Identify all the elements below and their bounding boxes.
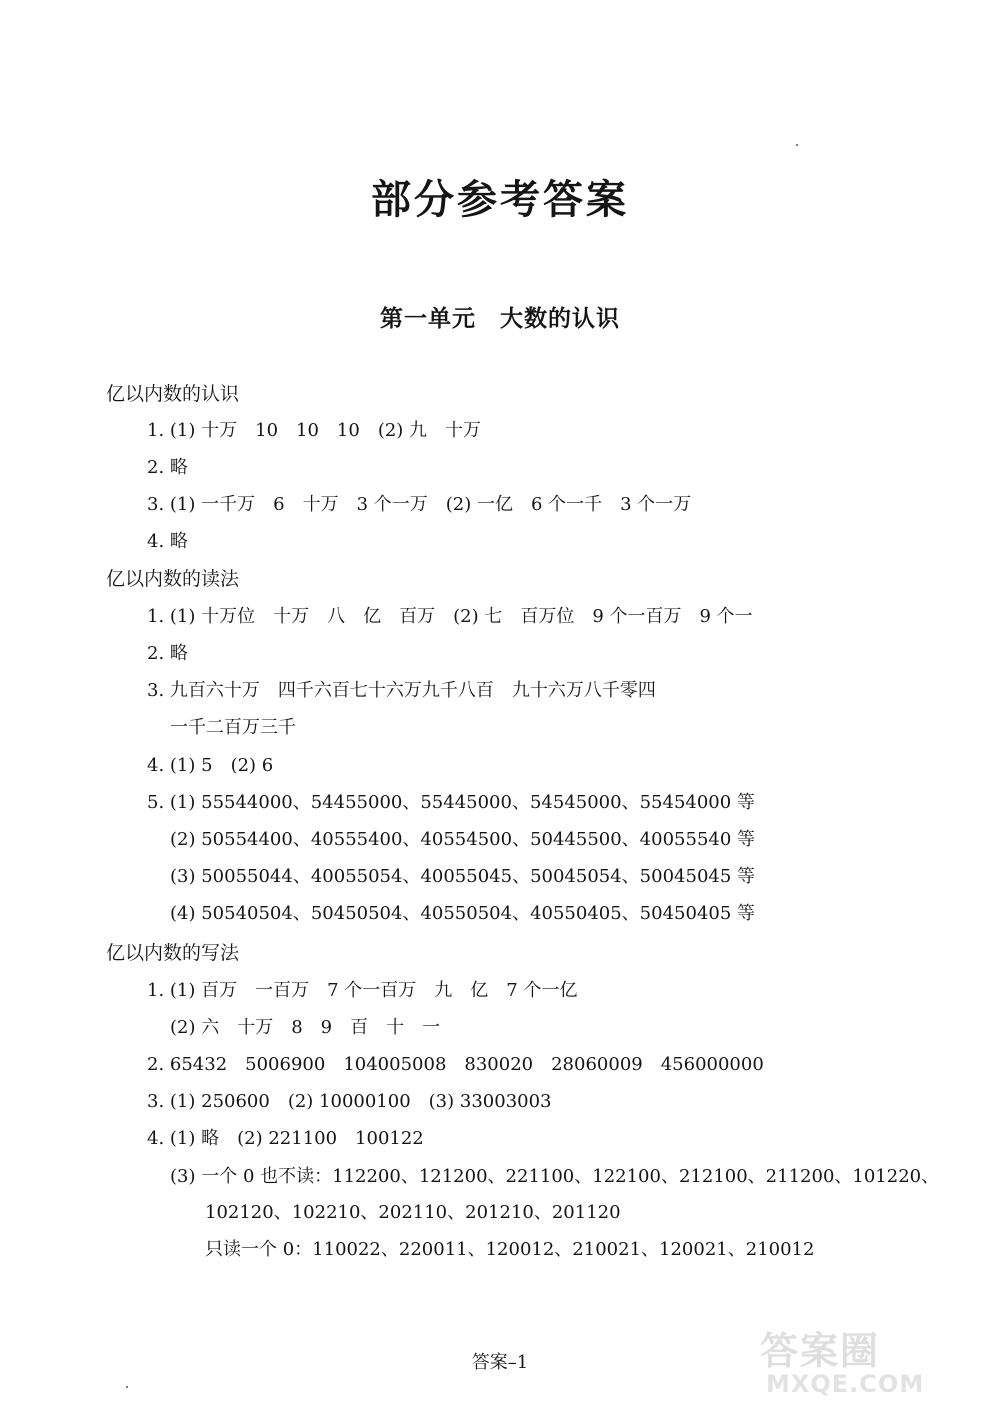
answer-line: 5. (1) 55544000、54455000、55445000、54545000、55454000 等	[147, 792, 755, 813]
answer-line: 1. (1) 十万位 十万 八 亿 百万 (2) 七 百万位 9 个一百万 9 个一	[147, 606, 753, 627]
answer-line: (4) 50540504、50450504、40550504、40550405、50450405 等	[170, 903, 756, 924]
section-heading: 亿以内数的认识	[106, 383, 240, 405]
watermark-text: 答案圈	[760, 1329, 881, 1373]
answer-line: (2) 六 十万 8 9 百 十 一	[170, 1017, 441, 1038]
watermark-logo	[760, 1320, 980, 1400]
answer-line: 3. (1) 250600 (2) 10000100 (3) 33003003	[147, 1091, 552, 1112]
speck	[126, 1386, 128, 1388]
answer-line: 4. (1) 5 (2) 6	[147, 755, 274, 776]
page-footer: 答案–1	[471, 1352, 529, 1373]
page-title: 部分参考答案	[371, 177, 629, 223]
section-heading: 亿以内数的写法	[106, 942, 240, 964]
answer-line: 2. 略	[147, 643, 188, 664]
answer-line: 1. (1) 十万 10 10 10 (2) 九 十万	[147, 420, 482, 441]
unit-title: 第一单元 大数的认识	[380, 306, 620, 332]
answer-line: 只读一个 0：110022、220011、120012、210021、120021、210012	[205, 1239, 815, 1260]
answer-line: (2) 50554400、40555400、40554500、50445500、40055540 等	[170, 829, 756, 850]
answer-line: 102120、102210、202110、201210、201120	[205, 1202, 621, 1223]
answer-line: 1. (1) 百万 一百万 7 个一百万 九 亿 7 个一亿	[147, 980, 578, 1001]
answer-line: 一千二百万三千	[170, 717, 296, 738]
answer-line: 2. 略	[147, 457, 188, 478]
section-heading: 亿以内数的读法	[106, 568, 240, 590]
watermark-url: MXQE.COM	[766, 1370, 925, 1398]
answer-line: 4. (1) 略 (2) 221100 100122	[147, 1128, 424, 1149]
answer-line: 4. 略	[147, 531, 188, 552]
answer-line: 3. (1) 一千万 6 十万 3 个一万 (2) 一亿 6 个一千 3 个一万	[147, 494, 692, 515]
speck	[796, 144, 798, 146]
answer-line: (3) 一个 0 也不读：112200、121200、221100、122100、212100、211200、101220、	[170, 1166, 940, 1187]
answer-line: (3) 50055044、40055054、40055045、50045054、50045045 等	[170, 866, 756, 887]
answer-line: 3. 九百六十万 四千六百七十六万九千八百 九十六万八千零四	[147, 680, 656, 701]
answer-line: 2. 65432 5006900 104005008 830020 28060009 456000000	[147, 1054, 764, 1075]
